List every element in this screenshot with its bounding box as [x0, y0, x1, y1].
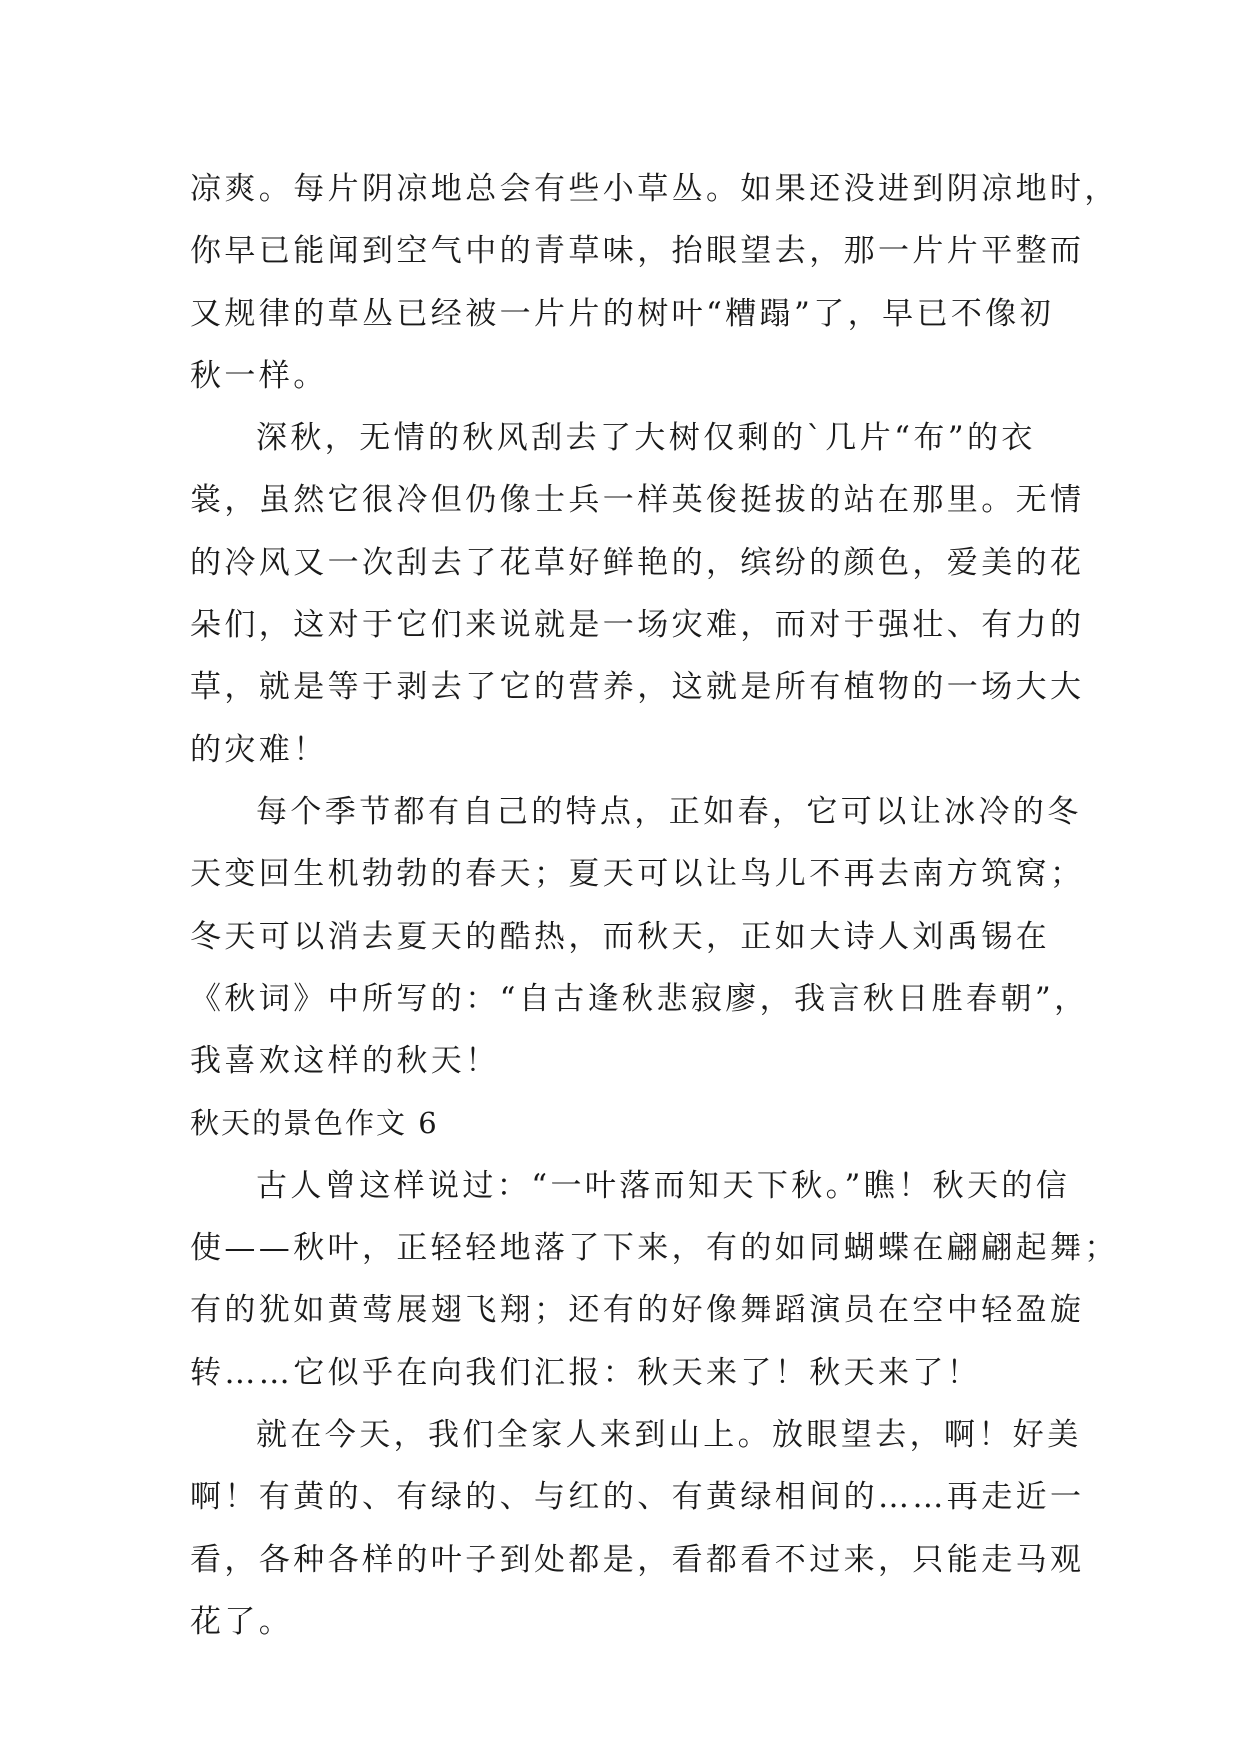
text-line: 你早已能闻到空气中的青草味，抬眼望去，那一片片平整而	[190, 233, 1085, 270]
text-line: 使——秋叶，正轻轻地落了下来，有的如同蝴蝶在翩翩起舞；	[190, 1230, 1119, 1267]
text-line: 有的犹如黄莺展翅飞翔；还有的好像舞蹈演员在空中轻盈旋	[190, 1292, 1085, 1329]
text-line: 每个季节都有自己的特点，正如春，它可以让冰冷的冬	[256, 793, 1082, 830]
document-page	[190, 158, 1119, 1653]
paragraph-1	[190, 158, 1119, 407]
text-line: 转……它似乎在向我们汇报：秋天来了！秋天来了！	[190, 1354, 982, 1391]
text-line: 就在今天，我们全家人来到山上。放眼望去，啊！好美	[256, 1416, 1082, 1453]
text-line: 的冷风又一次刮去了花草好鲜艳的，缤纷的颜色，爱美的花	[190, 544, 1085, 581]
text-line: 冬天可以消去夏天的酷热，而秋天，正如大诗人刘禹锡在	[190, 918, 1050, 955]
text-line: 天变回生机勃勃的春天；夏天可以让鸟儿不再去南方筑窝；	[190, 856, 1085, 893]
text-line: 凉爽。每片阴凉地总会有些小草丛。如果还没进到阴凉地时，	[190, 171, 1119, 207]
text-line: 花了。	[190, 1603, 294, 1640]
paragraph-4	[190, 1155, 1119, 1404]
text-line: 《秋词》中所写的：“自古逢秋悲寂廖，我言秋日胜春朝”，	[190, 980, 1089, 1017]
text-line: 草，就是等于剥去了它的营养，这就是所有植物的一场大大	[190, 669, 1085, 706]
paragraph-5	[190, 1404, 1085, 1653]
paragraph-3	[190, 781, 1089, 1092]
text-line: 啊！有黄的、有绿的、与红的、有黄绿相间的……再走近一	[190, 1479, 1085, 1516]
text-line: 看，各种各样的叶子到处都是，看都看不过来，只能走马观	[190, 1541, 1085, 1578]
section-heading: 秋天的景色作文 6	[190, 1106, 439, 1141]
text-line: 裳，虽然它很冷但仍像士兵一样英俊挺拔的站在那里。无情	[190, 482, 1085, 519]
text-line: 秋一样。	[190, 357, 328, 394]
paragraph-2	[190, 407, 1085, 781]
text-line: 朵们，这对于它们来说就是一场灾难，而对于强壮、有力的	[190, 607, 1085, 644]
text-line: 又规律的草丛已经被一片片的树叶“糟蹋”了，早已不像初	[190, 295, 1055, 332]
text-line: 的灾难！	[190, 731, 328, 768]
text-line: 我喜欢这样的秋天！	[190, 1043, 500, 1080]
text-line: 古人曾这样说过：“一叶落而知天下秋。”瞧！秋天的信	[256, 1167, 1071, 1204]
text-line: 深秋，无情的秋风刮去了大树仅剩的`几片“布”的衣	[256, 420, 1036, 457]
